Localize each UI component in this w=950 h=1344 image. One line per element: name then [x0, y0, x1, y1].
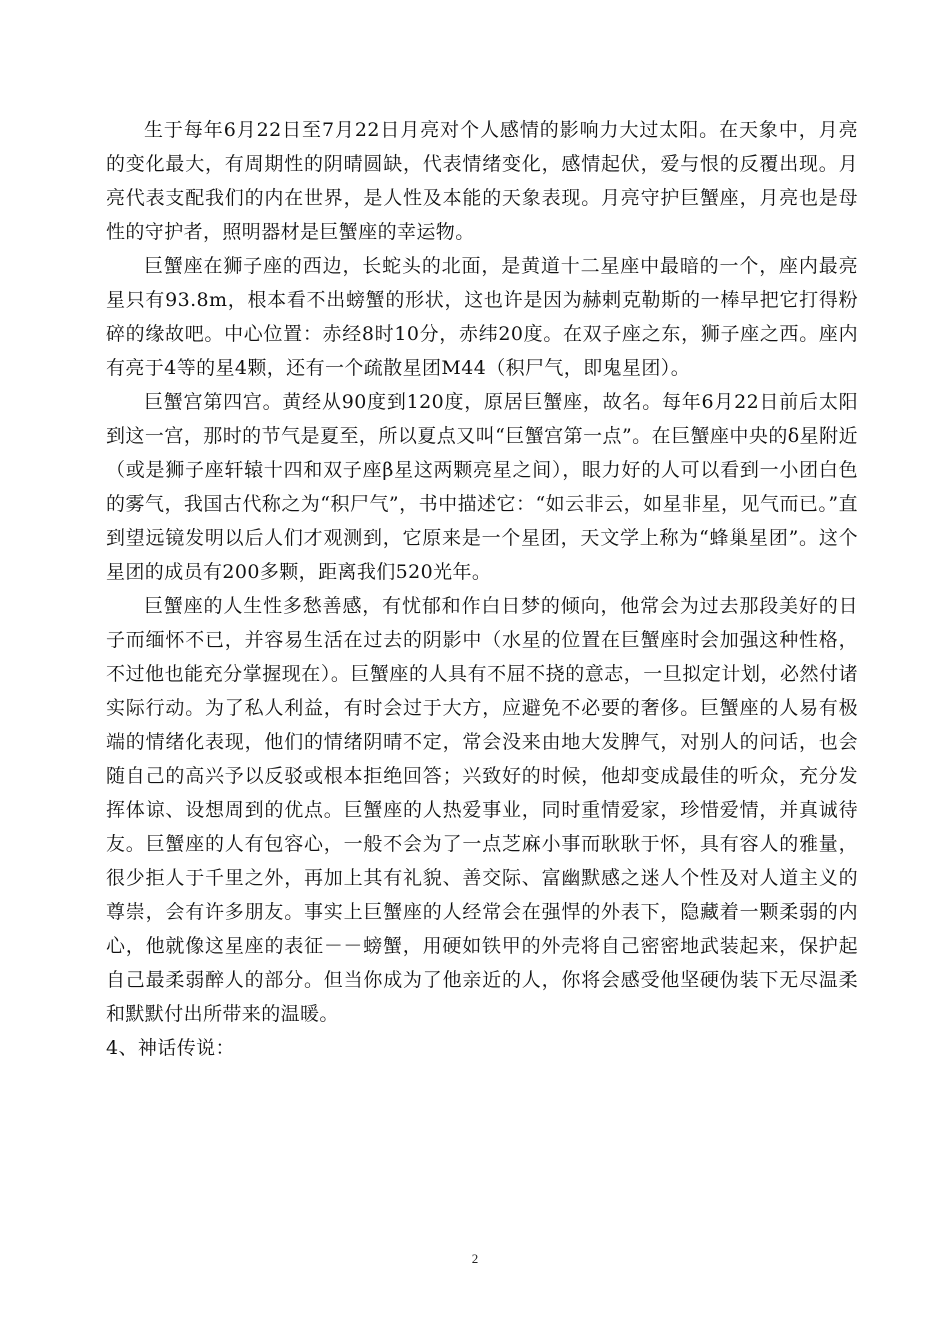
section-heading-mythology: 4、神话传说： [106, 1037, 235, 1059]
paragraph-moon: 生于每年6月22日至7月22日月亮对个人感情的影响力大过太阳。在天象中，月亮的变化最大，有周期性的阴晴圆缺，代表情绪变化，感情起伏，爱与恨的反覆出现。月亮代表支配我们的内在世界，是人性及本能的天象表现。月亮守护巨蟹座，月亮也是母性的守护者，照明器材是巨蟹座的幸运物。 [106, 119, 858, 243]
document-body [106, 113, 858, 1065]
paragraph-constellation-location: 巨蟹座在狮子座的西边，长蛇头的北面，是黄道十二星座中最暗的一个，座内最亮星只有93.8m，根本看不出螃蟹的形状，这也许是因为赫剌克勒斯的一棒早把它打得粉碎的缘故吧。中心位置：赤经8时10分，赤纬20度。在双子座之东，狮子座之西。座内有亮于4等的星4颗，还有一个疏散星团M44（积尸气，即鬼星团）。 [106, 255, 858, 379]
paragraph-cancer-house: 巨蟹宫第四宫。黄经从90度到120度，原居巨蟹座，故名。每年6月22日前后太阳到这一宫，那时的节气是夏至，所以夏点又叫“巨蟹宫第一点”。在巨蟹座中央的δ星附近（或是狮子座轩辕十四和双子座β星这两颗亮星之间），眼力好的人可以看到一小团白色的雾气，我国古代称之为“积尸气”，书中描述它：“如云非云，如星非星，见气而已。”直到望远镜发明以后人们才观测到，它原来是一个星团，天文学上称为“蜂巢星团”。这个星团的成员有200多颗，距离我们520光年。 [106, 391, 858, 583]
page-number: 2 [471, 1251, 479, 1266]
paragraph-personality: 巨蟹座的人生性多愁善感，有忧郁和作白日梦的倾向，他常会为过去那段美好的日子而缅怀不已，并容易生活在过去的阴影中（水星的位置在巨蟹座时会加强这种性格，不过他也能充分掌握现在）。巨蟹座的人具有不屈不挠的意志，一旦拟定计划，必然付诸实际行动。为了私人利益，有时会过于大方，应避免不必要的奢侈。巨蟹座的人易有极端的情绪化表现，他们的情绪阴晴不定，常会没来由地大发脾气，对别人的问话，也会随自己的高兴予以反驳或根本拒绝回答；兴致好的时候，他却变成最佳的听众，充分发挥体谅、设想周到的优点。巨蟹座的人热爱事业，同时重情爱家，珍惜爱情，并真诚待友。巨蟹座的人有包容心，一般不会为了一点芝麻小事而耿耿于怀，具有容人的雅量，很少拒人于千里之外，再加上其有礼貌、善交际、富幽默感之迷人个性及对人道主义的尊崇，会有许多朋友。事实上巨蟹座的人经常会在强悍的外表下，隐藏着一颗柔弱的内心，他就像这星座的表征－－螃蟹，用硬如铁甲的外壳将自己密密地武装起来，保护起自己最柔弱醉人的部分。但当你成为了他亲近的人，你将会感受他坚硬伪装下无尽温柔和默默付出所带来的温暖。 [106, 595, 858, 1025]
